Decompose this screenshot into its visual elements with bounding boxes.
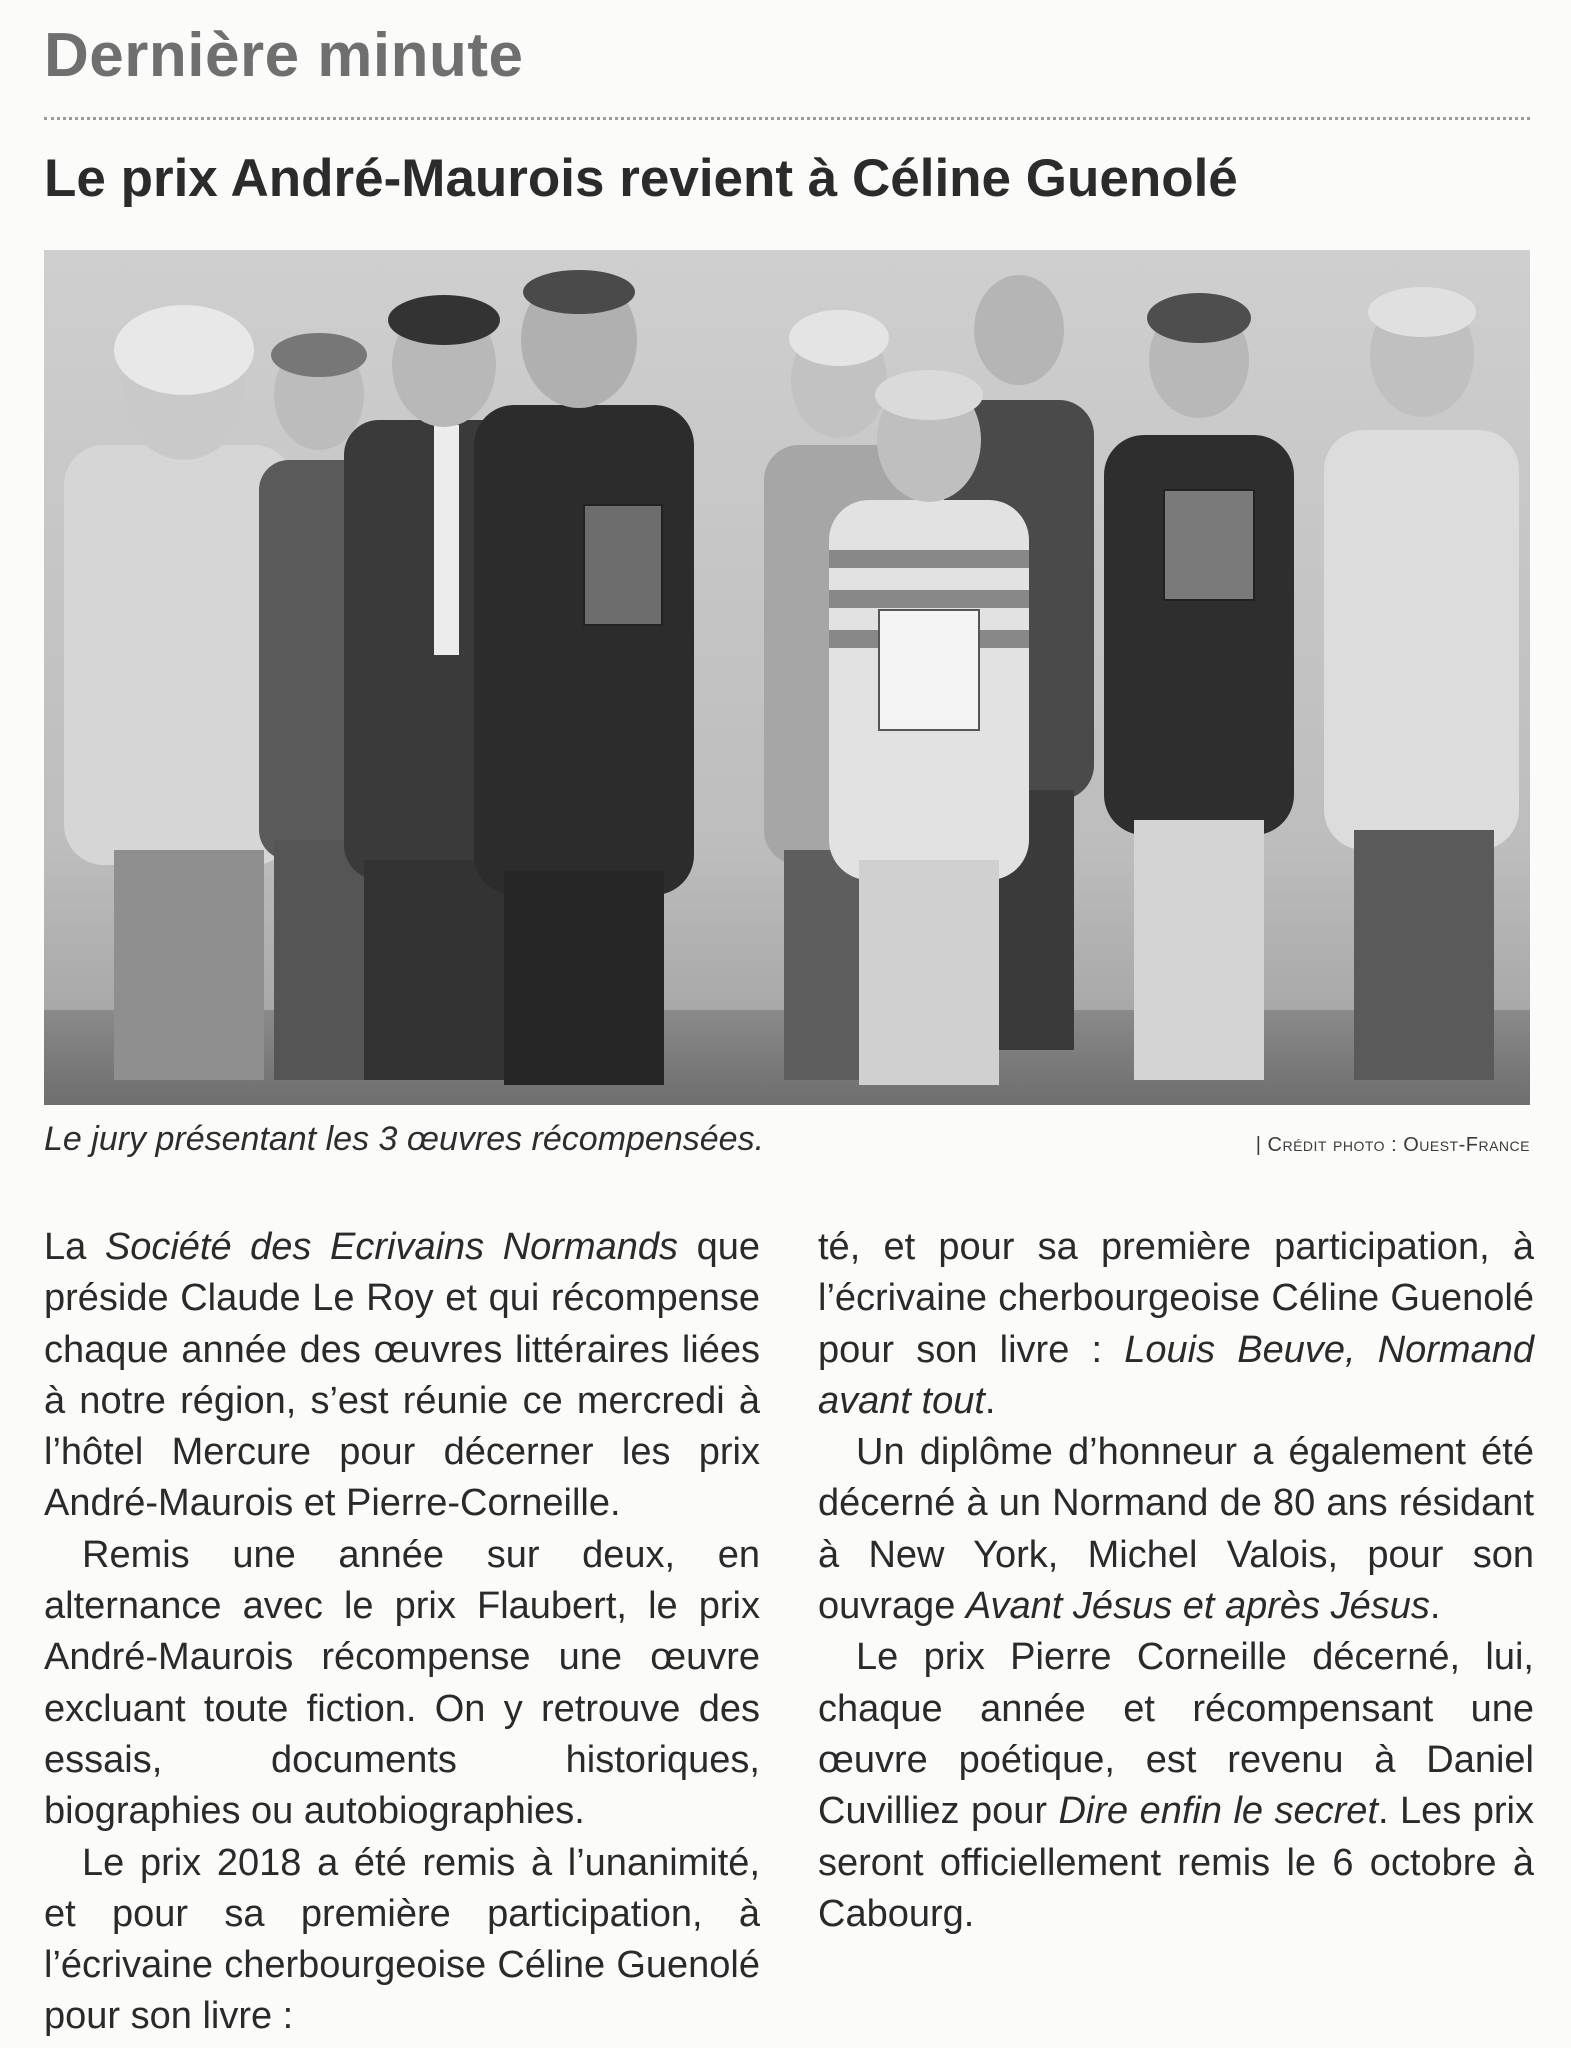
group-photo [44,250,1530,1105]
book-icon [584,505,662,625]
article-paragraph: Remis une année sur deux, en alternance avec le prix Flaubert, le prix André-Maurois récompense une œuvre excluant toute fiction. On y retrouve des essais, documents historiques, biographies ou autobiographies. [44,1533,760,1833]
article-paragraph: Un diplôme d’honneur a également été décerné à un Normand de 80 ans résidant à New York, Michel Valois, pour son ouvrage Avant Jésus et après Jésus. [818,1431,1534,1628]
article-headline: Le prix André-Maurois revient à Céline Guenolé [44,149,1238,208]
section-title: Dernière minute [44,21,524,90]
header-divider [44,117,1530,120]
article-paragraph: Le prix 2018 a été remis à l’unanimité, et pour sa première participation, à l’écrivaine cherbourgeoise Céline Guenolé pour son livre : [44,1841,760,2038]
photo-caption: Le jury présentant les 3 œuvres récompensées. [44,1120,765,1158]
article-column-right [818,1222,1534,1940]
article-paragraph-continued: té, et pour sa première participation, à l’écrivaine cherbourgeoise Céline Guenolé pour son livre : Louis Beuve, Normand avant tout. [818,1226,1534,1422]
book-icon [879,610,979,730]
article-column-left [44,1222,760,2038]
article-paragraph: La Société des Ecrivains Normands que préside Claude Le Roy et qui récompense chaque année des œuvres littéraires liées à notre région, s’est réunie ce mercredi à l’hôtel Mercure pour décerner les prix André-Maurois et Pierre-Corneille. [44,1226,760,1525]
book-icon [1164,490,1254,600]
article-paragraph: Le prix Pierre Corneille décerné, lui, chaque année et récompensant une œuvre poétique, est revenu à Daniel Cuvilliez pour Dire enfin le secret. Les prix seront officiellement remis le 6 octobre à Cabourg. [818,1636,1534,1935]
photo-credit: | Crédit photo : Ouest-France [1255,1134,1530,1156]
